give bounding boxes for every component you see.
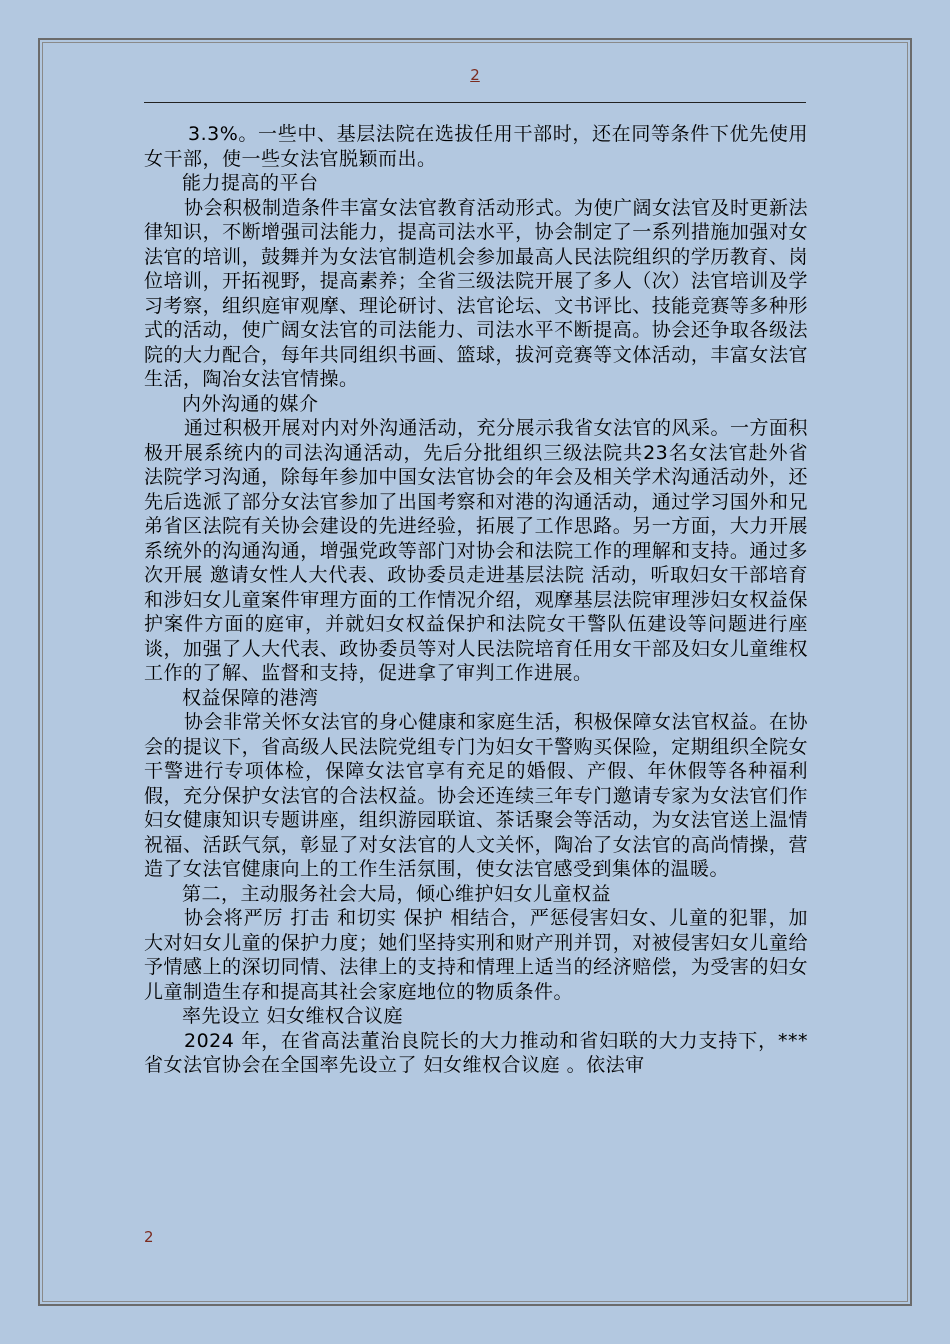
document-body [144,122,808,1078]
paragraph-2: 协会积极制造条件丰富女法官教育活动形式。为使广阔女法官及时更新法律知识，不断增强司法能力，提高司法水平，协会制定了一系列措施加强对女法官的培训，鼓舞并为女法官制造机会参加最高人民法院组织的学历教育、岗位培训，开拓视野，提高素养；全省三级法院开展了多人（次）法官培训及学习考察，组织庭审观摩、理论研讨、法官论坛、文书评比、技能竞赛等多种形式的活动，使广阔女法官的司法能力、司法水平不断提高。协会还争取各级法院的大力配合，每年共同组织书画、篮球，拔河竞赛等文体活动，丰富女法官生活，陶冶女法官情操。 [144,196,809,390]
paragraph-1: 3.3%。一些中、基层法院在选拔任用干部时，还在同等条件下优先使用女干部，使一些女法官脱颖而出。 [144,123,808,170]
subheading-court: 率先设立 妇女维权合议庭 [182,1005,404,1027]
subheading-rights: 权益保障的港湾 [182,686,319,709]
paragraph-3: 通过积极开展对内对外沟通活动，充分展示我省女法官的风采。一方面积极开展系统内的司法沟通活动，先后分批组织三级法院共23名女法官赴外省法院学习沟通，除每年参加中国女法官协会的年会及相关学术沟通活动外，还先后选派了部分女法官参加了出国考察和对港的沟通活动，通过学习国外和兄弟省区法院有关协会建设的先进经验，拓展了工作思路。另一方面，大力开展系统外的沟通沟通，增强党政等部门对协会和法院工作的理解和支持。通过多次开展 邀请女性人大代表、政协委员走进基层法院 活动，听取妇女干部培育和涉妇女儿童案件审理方面的工作情况介绍，观摩基层法院审理涉妇女权益保护案件方面的庭审，并就妇女权益保护和法院女干警队伍建设等问题进行座谈，加强了人大代表、政协委员等对人民法院培育任用女干部及妇女儿童维权工作的了解、监督和支持，促进拿了审判工作进展。 [144,417,809,684]
subheading-ability: 能力提高的平台 [182,172,319,194]
footer-page-number: 2 [144,1228,154,1246]
header-page-number: 2 [470,66,480,84]
subheading-second: 第二，主动服务社会大局，倾心维护妇女儿童权益 [182,882,612,905]
subheading-communication: 内外沟通的媒介 [182,392,319,415]
header-rule [144,102,806,103]
paragraph-4: 协会非常关怀女法官的身心健康和家庭生活，积极保障女法官权益。在协会的提议下，省高级人民法院党组专门为妇女干警购买保险，定期组织全院女干警进行专项体检，保障女法官享有充足的婚假、产假、年休假等各种福利假，充分保护女法官的合法权益。协会还连续三年专门邀请专家为女法官们作妇女健康知识专题讲座，组织游园联谊、茶话聚会等活动，为女法官送上温情祝福、活跃气氛，彰显了对女法官的人文关怀，陶冶了女法官的高尚情操，营造了女法官健康向上的工作生活氛围，使女法官感受到集体的温暖。 [144,711,809,880]
paragraph-6: 2024 年，在省高法董治良院长的大力推动和省妇联的大力支持下，***省女法官协会在全国率先设立了 妇女维权合议庭 。依法审 [144,1029,808,1076]
paragraph-5: 协会将严厉 打击 和切实 保护 相结合，严惩侵害妇女、儿童的犯罪，加大对妇女儿童的保护力度；她们坚持实刑和财产刑并罚，对被侵害妇女儿童给予情感上的深切同情、法律上的支持和情理上适当的经济赔偿，为受害的妇女儿童制造生存和提高其社会家庭地位的物质条件。 [144,907,808,1003]
